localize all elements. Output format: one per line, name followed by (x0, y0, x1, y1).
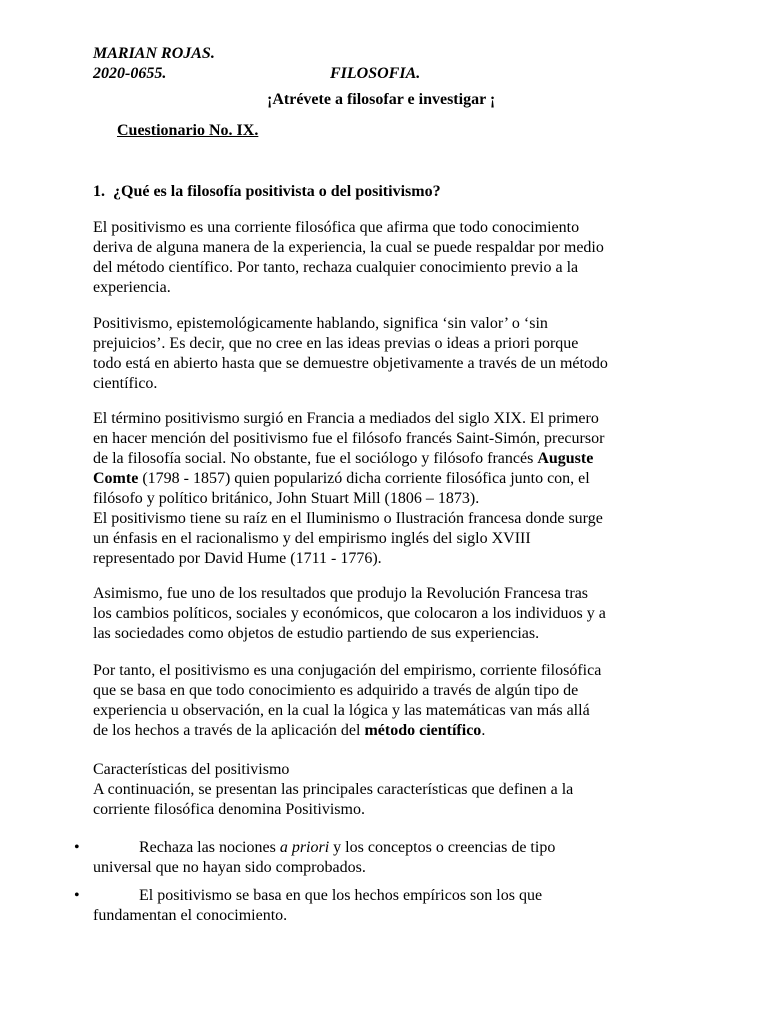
paragraph-line: en hacer mención del positivismo fue el filósofo francés Saint-Simón, precursor (93, 430, 605, 447)
paragraph-line: corriente filosófica denomina Positivismo. (93, 801, 365, 818)
paragraph-line: A continuación, se presentan las principales características que definen a la (93, 781, 574, 798)
paragraph-line (93, 449, 683, 469)
text-run: (1798 - 1857) quien popularizó dicha corriente filosófica junto con, el (138, 470, 590, 487)
paragraph-5 (93, 661, 683, 741)
text-run: . (481, 722, 486, 739)
paragraph-line: Por tanto, el positivismo es una conjugación del empirismo, corriente filosófica (93, 662, 602, 679)
paragraph-line: prejuicios’. Es decir, que no cree en las ideas previas o ideas a priori porque (93, 335, 579, 352)
bold-name: Auguste (537, 450, 594, 467)
paragraph-line: un énfasis en el racionalismo y del empirismo inglés del siglo XVIII (93, 530, 531, 547)
paragraph-line (93, 469, 683, 489)
italic-term: a priori (279, 839, 330, 856)
paragraph-line: del método científico. Por tanto, rechaza cualquier conocimiento previo a la (93, 259, 579, 276)
question-text: ¿Qué es la filosofía positivista o del positivismo? (113, 183, 441, 200)
paragraph-line: El término positivismo surgió en Francia a mediados del siglo XIX. El primero (93, 410, 599, 427)
bullet-icon: • (74, 887, 80, 904)
paragraph-line: científico. (93, 375, 158, 392)
text-run: Rechaza las nociones (139, 839, 280, 856)
paragraph-line: las sociedades como objetos de estudio partiendo de sus experiencias. (93, 625, 540, 642)
paragraph-4 (93, 584, 683, 644)
bullet-line (93, 886, 653, 906)
paragraph-line: Asimismo, fue uno de los resultados que produjo la Revolución Francesa tras (93, 585, 589, 602)
question-1 (93, 182, 441, 202)
paragraph-line: todo está en abierto hasta que se demuestre objetivamente a través de un método (93, 355, 608, 372)
author-name: MARIAN ROJAS. (93, 45, 215, 62)
text-run: El positivismo se basa en que los hechos empíricos son los que (139, 887, 543, 904)
bullet-line: fundamentan el conocimiento. (93, 907, 288, 924)
paragraph-line: experiencia. (93, 279, 171, 296)
paragraph-line: deriva de alguna manera de la experiencia, la cual se puede respaldar por medio (93, 239, 604, 256)
student-id: 2020-0655. (93, 65, 167, 82)
paragraph-line: experiencia u observación, en la cual la lógica y las matemáticas van más allá (93, 702, 590, 719)
paragraph-1 (93, 218, 683, 298)
paragraph-line: El positivismo tiene su raíz en el Iluminismo o Ilustración francesa donde surge (93, 510, 603, 527)
characteristics-section (93, 760, 683, 820)
bullet-item-1 (93, 838, 653, 878)
text-run: de los hechos a través de la aplicación del (93, 722, 365, 739)
paragraph-line: El positivismo es una corriente filosófica que afirma que todo conocimiento (93, 219, 580, 236)
motto: ¡Atrévete a filosofar e investigar ¡ (267, 91, 496, 108)
paragraph-line: filósofo y político británico, John Stuart Mill (1806 – 1873). (93, 490, 480, 507)
paragraph-2 (93, 314, 683, 394)
questionnaire-title: Cuestionario No. IX. (117, 122, 259, 139)
paragraph-line: que se basa en que todo conocimiento es adquirido a través de algún tipo de (93, 682, 579, 699)
question-number: 1. (93, 183, 105, 200)
bullet-icon: • (74, 839, 80, 856)
bullet-line: universal que no hayan sido comprobados. (93, 859, 366, 876)
bullet-line (93, 838, 653, 858)
paragraph-line: Positivismo, epistemológicamente hablando, significa ‘sin valor’ o ‘sin (93, 315, 548, 332)
text-run: de la filosofía social. No obstante, fue el sociólogo y filósofo francés (93, 450, 538, 467)
bold-term: método científico (364, 722, 482, 739)
section-heading: Características del positivismo (93, 761, 290, 778)
text-run: y los conceptos o creencias de tipo (329, 839, 556, 856)
paragraph-line: los cambios políticos, sociales y económicos, que colocaron a los individuos y a (93, 605, 606, 622)
paragraph-line: representado por David Hume (1711 - 1776). (93, 550, 382, 567)
bold-name: Comte (93, 470, 139, 487)
bullet-item-2 (93, 886, 653, 926)
paragraph-3 (93, 409, 683, 569)
subject-title: FILOSOFIA. (330, 65, 421, 82)
paragraph-line (93, 721, 683, 741)
